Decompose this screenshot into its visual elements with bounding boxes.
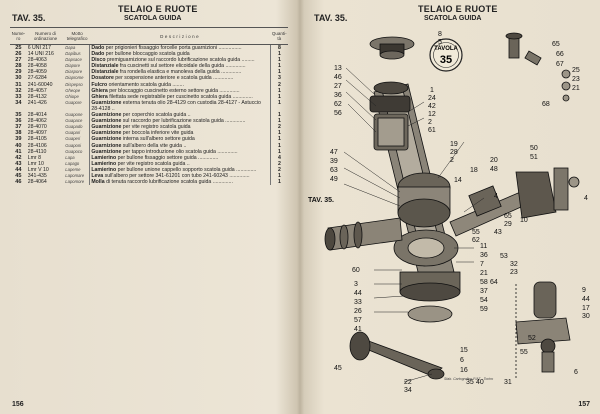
order-number: 241-426 bbox=[27, 99, 47, 106]
part-name: Guarnizione bbox=[91, 118, 122, 125]
part-detail: per tappo introduzione olio scatola guida .............. bbox=[121, 148, 238, 155]
callout: 32 bbox=[510, 261, 518, 268]
callout: 22 bbox=[404, 379, 412, 386]
telegraph-code: Dispepso bbox=[65, 81, 83, 87]
callout: 31 bbox=[504, 379, 512, 386]
part-number: 43 bbox=[15, 160, 22, 167]
quantity: 1 bbox=[278, 136, 281, 143]
callout: 10 bbox=[520, 217, 528, 224]
telegraph-code: Diaspore bbox=[65, 69, 83, 75]
callout: 46 bbox=[334, 74, 342, 81]
part-number: 42 bbox=[15, 154, 22, 161]
callout: 27 bbox=[334, 83, 342, 90]
callout: 39 bbox=[330, 158, 338, 165]
quantity: 8 bbox=[278, 45, 281, 51]
callout: 56 bbox=[334, 110, 342, 117]
callout: 59 bbox=[480, 306, 488, 313]
table-row bbox=[10, 100, 288, 112]
quantity: 1 bbox=[278, 142, 281, 149]
callout: 66 bbox=[556, 51, 564, 58]
part-number: 26 bbox=[15, 51, 22, 58]
page-header: TELAIO E RUOTE bbox=[118, 4, 198, 14]
callout: 63 bbox=[330, 167, 338, 174]
callout: 43 bbox=[494, 229, 502, 236]
part-name: Ghiera bbox=[91, 93, 108, 100]
callout: 67 bbox=[556, 61, 564, 68]
callout: 13 bbox=[334, 65, 342, 72]
telegraph-code: Lapomore bbox=[65, 179, 85, 185]
telegraph-code: Gheope bbox=[65, 87, 81, 93]
callout: 28 bbox=[450, 149, 458, 156]
quantity: 1 bbox=[278, 112, 281, 119]
col-description: Descrizione bbox=[90, 28, 271, 45]
order-number: 27-6284 bbox=[27, 75, 47, 82]
callout: 36 bbox=[480, 252, 488, 259]
badge-text: TAVOLA bbox=[434, 46, 458, 52]
order-number: 28-4097 bbox=[27, 130, 47, 137]
part-detail: esterna tenuta olio 28-4129 con custodia 28-4127 - Astuccio 28-4128 .. bbox=[91, 99, 261, 112]
callout: 44 bbox=[354, 290, 362, 297]
telegraph-code: Guapore bbox=[65, 99, 82, 105]
callout: 37 bbox=[480, 288, 488, 295]
part-number: 29 bbox=[15, 69, 22, 76]
order-number: 28-4110 bbox=[27, 148, 47, 155]
callout: 3 bbox=[354, 281, 358, 288]
part-detail: per sospensione anteriore e scatola guida .............. bbox=[113, 75, 234, 82]
part-number: 39 bbox=[15, 136, 22, 143]
telegraph-code: Guaperi bbox=[65, 136, 81, 142]
order-number: Lmr 8 bbox=[27, 154, 41, 161]
quantity: 1 bbox=[278, 118, 281, 125]
quantity: 1 bbox=[278, 148, 281, 155]
order-number: 28-4132 bbox=[27, 93, 47, 100]
callout: 65 bbox=[552, 41, 560, 48]
table-number: TAV. 35. bbox=[12, 13, 46, 23]
part-detail: interna sull'albero settore guida bbox=[121, 136, 195, 143]
callout: 14 bbox=[454, 177, 462, 184]
quantity: 1 bbox=[278, 172, 281, 179]
callout: 62 bbox=[472, 237, 480, 244]
col-qty: Quanti-tà bbox=[270, 28, 288, 45]
quantity: 1 bbox=[278, 69, 281, 76]
telegraph-code: Guapado bbox=[65, 124, 83, 130]
telegraph-code: Diapore bbox=[65, 63, 80, 69]
tavola-badge bbox=[430, 39, 462, 71]
sector-shaft bbox=[325, 218, 402, 250]
quantity: 1 bbox=[278, 179, 281, 186]
quantity: 2 bbox=[278, 124, 281, 131]
part-name: Guarnizione bbox=[91, 136, 122, 143]
order-number: 28-4058 bbox=[27, 63, 47, 70]
part-detail: per bullone unione cappello sopporto scatola guida .............. bbox=[116, 166, 257, 173]
order-number: 341-435 bbox=[27, 172, 47, 179]
part-detail: per boccola inferiore vite guida bbox=[121, 130, 194, 137]
callout: 6 bbox=[574, 369, 578, 376]
part-number: 36 bbox=[15, 118, 22, 125]
part-number: 45 bbox=[15, 172, 22, 179]
callout: 23 bbox=[572, 76, 580, 83]
part-detail: filettata sede registrabile per cuscinetto scatola guida .............. bbox=[107, 93, 253, 100]
col-order: Numero di ordinazione bbox=[27, 28, 65, 45]
callout: 57 bbox=[354, 317, 362, 324]
callout: 34 bbox=[404, 387, 412, 394]
part-number: 25 bbox=[15, 45, 22, 51]
part-number: 27 bbox=[15, 57, 22, 64]
part-number: 35 bbox=[15, 112, 22, 119]
quantity: 1 bbox=[278, 63, 281, 70]
order-number: 14 UNI 216 bbox=[27, 51, 54, 58]
part-number: 33 bbox=[15, 93, 22, 100]
part-number: 41 bbox=[15, 148, 22, 155]
callout: 33 bbox=[354, 299, 362, 306]
part-name: Guarnizione bbox=[91, 142, 122, 149]
quantity: 1 bbox=[278, 130, 281, 137]
part-detail: orientamento scatola guida ........ bbox=[107, 81, 184, 88]
callout: 30 bbox=[582, 313, 590, 320]
col-num: Nume-ro bbox=[10, 28, 27, 45]
callout: 4 bbox=[584, 195, 588, 202]
part-name: Molla bbox=[91, 179, 105, 186]
callout: 5 bbox=[438, 39, 442, 46]
order-number: 28-4059 bbox=[27, 69, 47, 76]
page-number: 157 bbox=[578, 401, 590, 408]
part-name: Distanziale bbox=[91, 69, 119, 76]
part-detail: per vite registro scatola guida .. bbox=[116, 160, 190, 167]
telegraph-code: Dapa bbox=[65, 45, 76, 50]
order-number: 28-4062 bbox=[27, 118, 47, 125]
callout: 6 bbox=[460, 357, 464, 364]
part-name: Fulcro bbox=[91, 81, 108, 88]
section-title: SCATOLA GUIDA bbox=[424, 15, 482, 22]
quantity: 1 bbox=[278, 99, 281, 106]
part-number: 40 bbox=[15, 142, 22, 149]
callout: 35 bbox=[466, 379, 474, 386]
badge-number: 35 bbox=[439, 54, 453, 66]
parts-table bbox=[10, 27, 288, 185]
part-name: Disco bbox=[91, 57, 106, 64]
quantity: 2 bbox=[278, 166, 281, 173]
pitman-arm bbox=[350, 332, 444, 379]
exploded-diagram bbox=[304, 22, 596, 394]
callout: 29 bbox=[504, 221, 512, 228]
steering-hub bbox=[370, 37, 414, 59]
callout: 48 bbox=[490, 166, 498, 173]
part-detail: premiguarnizione sul raccordo lubrificazione scatola guida ......... bbox=[105, 57, 255, 64]
telegraph-code: Dapibus bbox=[65, 51, 81, 57]
part-number: 30 bbox=[15, 75, 22, 82]
callout: 21 bbox=[572, 85, 580, 92]
part-detail: di tenuta raccordo lubrificazione scatola guida .............. bbox=[104, 179, 233, 186]
callout: 64 bbox=[490, 279, 498, 286]
table-row bbox=[10, 45, 288, 52]
section-title: SCATOLA GUIDA bbox=[124, 15, 182, 22]
part-name: Guarnizione bbox=[91, 112, 122, 119]
part-name: Distanziale bbox=[91, 63, 119, 70]
part-name: Guarnizione bbox=[91, 99, 122, 106]
quantity: 1 bbox=[278, 93, 281, 100]
callout: 62 bbox=[334, 101, 342, 108]
part-name: Lamierino bbox=[91, 160, 117, 167]
order-number: 28-4014 bbox=[27, 112, 47, 119]
part-detail: per coperchio scatola guida .. bbox=[121, 112, 191, 119]
telegraph-code: Diaprome bbox=[65, 75, 84, 81]
callout: 55 bbox=[472, 229, 480, 236]
callout: 16 bbox=[460, 367, 468, 374]
callout: 49 bbox=[330, 176, 338, 183]
order-number: 28-4063 bbox=[27, 57, 47, 64]
callout: 68 bbox=[542, 101, 550, 108]
part-name: Leva bbox=[91, 172, 104, 179]
order-number: Lmr 10 bbox=[27, 160, 44, 167]
callout: 23 bbox=[510, 269, 518, 276]
callout: 44 bbox=[582, 296, 590, 303]
callout: 11 bbox=[480, 243, 488, 250]
callout: 26 bbox=[354, 308, 362, 315]
callout: 17 bbox=[582, 305, 590, 312]
callout: 8 bbox=[438, 31, 442, 38]
page-header: TELAIO E RUOTE bbox=[418, 4, 498, 14]
diagram-tav-label: TAV. 35. bbox=[308, 197, 334, 204]
callout: 52 bbox=[528, 335, 536, 342]
callout: 2 bbox=[450, 157, 454, 164]
callout: 20 bbox=[490, 157, 498, 164]
quantity: 4 bbox=[278, 154, 281, 161]
gear-housing bbox=[394, 173, 460, 322]
telegraph-code: Lapago bbox=[65, 160, 80, 166]
callout: 12 bbox=[428, 111, 436, 118]
quantity: 1 bbox=[278, 57, 281, 64]
part-detail: sull'albero della vite guida .. bbox=[121, 142, 187, 149]
table-row bbox=[10, 179, 288, 185]
part-name: Guarnizione bbox=[91, 124, 122, 131]
callout: 65 bbox=[504, 213, 512, 220]
callout: 53 bbox=[500, 253, 508, 260]
quantity: 2 bbox=[278, 160, 281, 167]
part-number: 38 bbox=[15, 130, 22, 137]
callout: 21 bbox=[480, 270, 488, 277]
telegraph-code: Guapone bbox=[65, 112, 83, 118]
right-page bbox=[300, 0, 600, 414]
part-detail: fra rondella elastica e manoleva della guida .............. bbox=[118, 69, 242, 76]
callout: 45 bbox=[334, 365, 342, 372]
telegraph-code: Guapari bbox=[65, 130, 81, 136]
callout: 60 bbox=[352, 267, 360, 274]
part-detail: sull'albero per settore 341-61201 con tubo 241-60243 .............. bbox=[103, 172, 250, 179]
callout: 58 bbox=[480, 279, 488, 286]
part-number: 32 bbox=[15, 87, 22, 94]
quantity: 3 bbox=[278, 75, 281, 82]
order-number: 241-60040 bbox=[27, 81, 53, 88]
telegraph-code: Guaponi bbox=[65, 142, 82, 148]
worm-shaft bbox=[450, 168, 579, 236]
telegraph-code: Dapsace bbox=[65, 57, 82, 63]
quantity: 1 bbox=[278, 87, 281, 94]
callout: 4 bbox=[494, 193, 498, 200]
callout: 7 bbox=[480, 261, 484, 268]
part-name: Dado bbox=[91, 45, 105, 51]
order-number: 28-4105 bbox=[27, 136, 47, 143]
table-number: TAV. 35. bbox=[314, 13, 348, 23]
telegraph-code: Lapeme bbox=[65, 166, 81, 172]
callout: 50 bbox=[530, 145, 538, 152]
part-detail: per prigionieri fissaggio forcelle porta guarnizioni ................ bbox=[104, 45, 242, 51]
order-number: 28-4106 bbox=[27, 142, 47, 149]
callout: 18 bbox=[470, 167, 478, 174]
page-number: 156 bbox=[12, 401, 24, 408]
part-detail: per bullone fissaggio settore guida .............. bbox=[116, 154, 219, 161]
printer-credit: Stab. Cartografico FIAT - Torino bbox=[444, 377, 494, 381]
callout: 42 bbox=[428, 103, 436, 110]
order-number: 28-4064 bbox=[27, 179, 47, 186]
telegraph-code: Guapoco bbox=[65, 148, 83, 154]
quantity: 2 bbox=[278, 81, 281, 88]
part-detail: per bullone bloccaggio scatola guida bbox=[104, 51, 190, 58]
part-description bbox=[90, 100, 271, 112]
part-name: Ghiera bbox=[91, 87, 108, 94]
part-name: Guarnizione bbox=[91, 148, 122, 155]
telegraph-code: Lapa bbox=[65, 154, 75, 160]
callout: 55 bbox=[520, 349, 528, 356]
callout: 61 bbox=[428, 127, 436, 134]
part-name: Guarnizione bbox=[91, 130, 122, 137]
part-description bbox=[90, 179, 271, 185]
callout: 25 bbox=[572, 67, 580, 74]
callout: 41 bbox=[354, 326, 362, 333]
callout: 51 bbox=[530, 154, 538, 161]
part-number: 31 bbox=[15, 81, 22, 88]
part-name: Dosatore bbox=[91, 75, 114, 82]
order-number: 28-4070 bbox=[27, 124, 47, 131]
order-number: 6 UNI 217 bbox=[27, 45, 52, 51]
part-name: Lamierino bbox=[91, 166, 117, 173]
telegraph-code: Ghiope bbox=[65, 93, 79, 99]
part-detail: per vite registro scatola guida bbox=[121, 124, 191, 131]
part-description bbox=[90, 45, 271, 52]
callout: 15 bbox=[460, 347, 468, 354]
part-number: 28 bbox=[15, 63, 22, 70]
part-name: Lamierino bbox=[91, 154, 117, 161]
callout: 2 bbox=[428, 119, 432, 126]
callout: 36 bbox=[334, 92, 342, 99]
part-detail: per bloccaggio cuscinetto esterno settore guida .............. bbox=[107, 87, 240, 94]
telegraph-code: Guapace bbox=[65, 118, 83, 124]
callout: 24 bbox=[428, 95, 436, 102]
part-detail: sul raccordo per lubrificazione scatola guida .............. bbox=[121, 118, 246, 125]
callout: 47 bbox=[330, 149, 338, 156]
callout: 19 bbox=[450, 141, 458, 148]
callout: 40 bbox=[476, 379, 484, 386]
callout: 54 bbox=[480, 297, 488, 304]
part-number: 46 bbox=[15, 179, 22, 186]
part-detail: fra cuscinetti sul settore elicoidale della guida .............. bbox=[118, 63, 246, 70]
col-telegraph: Motto telegrafico bbox=[64, 28, 90, 45]
part-number: 37 bbox=[15, 124, 22, 131]
part-name: Dado bbox=[91, 51, 105, 58]
telegraph-code: Lapomare bbox=[65, 172, 85, 178]
callout: 9 bbox=[582, 287, 586, 294]
ball-joint bbox=[516, 282, 570, 378]
order-number: 28-4057 bbox=[27, 87, 47, 94]
callout: 1 bbox=[430, 87, 434, 94]
order-number: Lmr V 10 bbox=[27, 166, 49, 173]
quantity: 1 bbox=[278, 51, 281, 58]
part-number: 44 bbox=[15, 166, 22, 173]
part-number: 34 bbox=[15, 99, 22, 106]
